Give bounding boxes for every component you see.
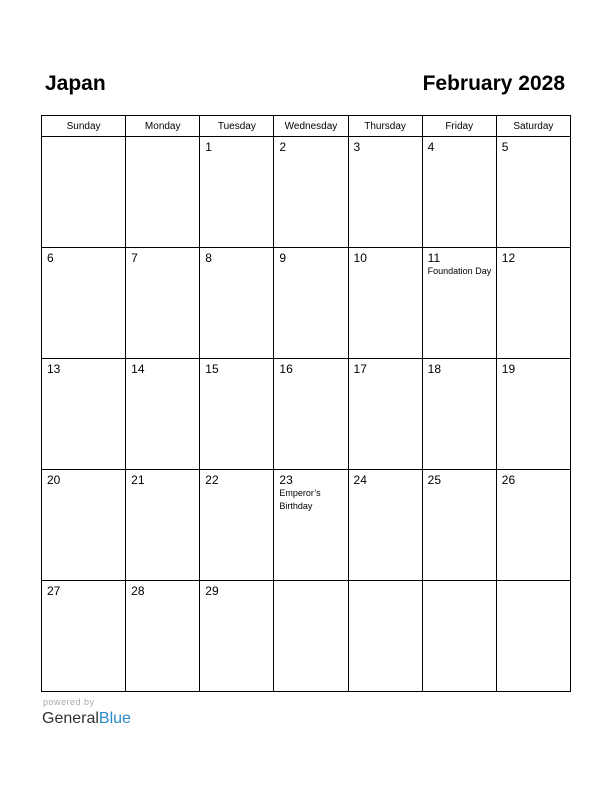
day-number: 6 [47,251,54,265]
brand-blue-text: Blue [98,710,131,727]
weekday-wednesday: Wednesday [274,116,348,137]
day-number [497,581,570,584]
day-cell [126,581,200,692]
day-cell [126,470,200,581]
day-cell [42,137,126,248]
day-cell [422,248,496,359]
day-cell [348,581,422,692]
generalblue-logo[interactable] [42,709,131,729]
day-number: 11 [427,251,441,265]
footer-branding [42,697,131,729]
day-cell [496,137,570,248]
holiday-label: Foundation Day [427,266,492,276]
day-number: 2 [279,140,287,154]
day-number: 29 [205,584,219,598]
weekday-saturday: Saturday [496,116,570,137]
day-number: 27 [47,584,61,598]
week-row [42,470,571,581]
day-number [42,137,125,140]
day-number: 3 [353,140,361,154]
day-cell [42,581,126,692]
day-cell [348,248,422,359]
week-row [42,581,571,692]
day-cell [200,581,274,692]
day-number [349,581,422,584]
day-number [126,137,199,140]
day-cell [200,470,274,581]
day-number: 8 [205,251,212,265]
day-cell [126,248,200,359]
day-cell [348,470,422,581]
week-row [42,248,571,359]
day-number: 9 [279,251,287,265]
weekday-tuesday: Tuesday [200,116,274,137]
day-cell [422,137,496,248]
day-number: 15 [205,362,219,376]
weekday-monday: Monday [126,116,200,137]
day-number: 23 [279,473,293,487]
powered-by-text: powered by [43,697,95,707]
day-number: 1 [205,140,212,154]
weekday-thursday: Thursday [348,116,422,137]
day-number [274,581,347,584]
day-number: 22 [205,473,219,487]
day-number: 26 [501,473,516,487]
day-number: 25 [427,473,442,487]
day-cell [274,248,348,359]
day-cell [422,470,496,581]
month-year-title: February 2028 [422,72,565,95]
day-number: 13 [47,362,61,376]
day-number: 21 [131,473,145,487]
day-number: 28 [131,584,145,598]
weekday-header-row [42,116,571,137]
day-cell [496,581,570,692]
weekday-sunday: Sunday [42,116,126,137]
day-cell [422,359,496,470]
day-number: 5 [501,140,509,154]
day-number: 20 [47,473,61,487]
day-cell [200,359,274,470]
brand-general-text: General [42,710,99,727]
day-cell [422,581,496,692]
day-cell [42,359,126,470]
day-number: 10 [353,251,367,265]
day-cell [496,248,570,359]
day-cell [274,359,348,470]
country-title: Japan [45,72,106,95]
holiday-label: Emperor’s Birthday [279,488,321,511]
day-cell [42,248,126,359]
day-number: 12 [501,251,516,265]
day-cell [274,470,348,581]
week-row [42,137,571,248]
week-row [42,359,571,470]
day-cell [200,137,274,248]
day-cell [348,137,422,248]
day-cell [126,137,200,248]
day-number: 19 [501,362,516,376]
day-number: 16 [279,362,293,376]
day-cell [274,137,348,248]
day-cell [274,581,348,692]
day-cell [126,359,200,470]
day-number: 18 [427,362,442,376]
day-cell [42,470,126,581]
day-number: 14 [131,362,145,376]
day-number: 4 [427,140,435,154]
day-cell [496,359,570,470]
weekday-friday: Friday [422,116,496,137]
day-number: 7 [131,251,138,265]
day-cell [348,359,422,470]
day-cell [496,470,570,581]
day-number: 17 [353,362,367,376]
day-cell [200,248,274,359]
day-number: 24 [353,473,367,487]
calendar-grid [41,115,571,692]
day-number [423,581,496,584]
